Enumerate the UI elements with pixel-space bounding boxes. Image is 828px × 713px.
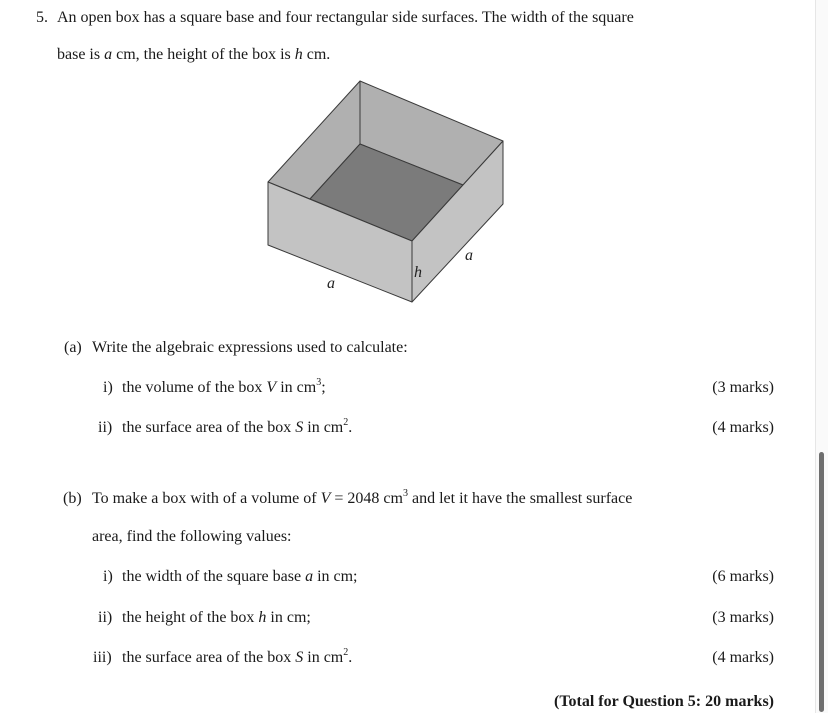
part-b-line1 <box>92 489 632 509</box>
part-b-item-iii-num: iii) <box>93 649 112 666</box>
intro-text-part: cm. <box>302 46 331 63</box>
item-text: the surface area of the box <box>122 649 296 666</box>
item-text: the height of the box <box>122 609 259 626</box>
exponent: 3 <box>402 488 408 499</box>
question-intro-line1: An open box has a square base and four rectangular side surfaces. The width of the square <box>57 9 634 26</box>
part-b-text: To make a box with of a volume of <box>92 490 321 507</box>
part-b-item-ii-marks: (3 marks) <box>712 609 774 626</box>
part-b-label: (b) <box>63 490 82 507</box>
item-text: in cm; <box>266 609 311 626</box>
part-a-label: (a) <box>64 339 82 356</box>
variable-S: S <box>295 649 304 666</box>
vertical-scrollbar[interactable] <box>815 0 828 713</box>
part-b-item-i-num: i) <box>103 568 113 585</box>
item-text: in cm <box>303 649 344 666</box>
intro-text-part: base is <box>57 46 105 63</box>
scrollbar-thumb[interactable] <box>819 452 824 712</box>
part-a-item-i-text <box>122 378 326 398</box>
item-text: . <box>348 419 353 436</box>
intro-text-part: cm, the height of the box is <box>112 46 295 63</box>
label-width-side: a <box>465 247 473 264</box>
variable-h: h <box>258 609 267 626</box>
open-box-diagram <box>250 70 520 310</box>
item-text: in cm <box>303 419 344 436</box>
part-a-item-ii-marks: (4 marks) <box>712 419 774 436</box>
part-a-item-ii-text <box>122 418 352 438</box>
part-b-item-iii-marks: (4 marks) <box>712 649 774 666</box>
item-text: ; <box>321 379 326 396</box>
question-intro-line2 <box>57 45 330 65</box>
label-height: h <box>414 264 422 281</box>
variable-h: h <box>294 46 303 63</box>
item-text: in cm <box>276 379 317 396</box>
item-text: the volume of the box <box>122 379 267 396</box>
item-text: the width of the square base <box>122 568 306 585</box>
part-b-text: = 2048 cm <box>330 490 403 507</box>
variable-V: V <box>320 490 331 507</box>
exponent: 2 <box>343 417 349 428</box>
exponent: 3 <box>316 377 322 388</box>
question-total: (Total for Question 5: 20 marks) <box>554 693 774 710</box>
part-b-text: and let it have the smallest surface <box>407 490 633 507</box>
variable-V: V <box>266 379 277 396</box>
variable-a: a <box>104 46 113 63</box>
variable-S: S <box>295 419 304 436</box>
question-number: 5. <box>36 9 48 26</box>
part-a-item-i-num: i) <box>103 379 113 396</box>
label-width-front: a <box>327 275 335 292</box>
part-b-item-i-marks: (6 marks) <box>712 568 774 585</box>
part-a-item-i-marks: (3 marks) <box>712 379 774 396</box>
part-a-item-ii-num: ii) <box>98 419 113 436</box>
part-b-item-iii-text <box>122 648 352 668</box>
part-a-text: Write the algebraic expressions used to calculate: <box>92 339 408 356</box>
item-text: in cm; <box>313 568 358 585</box>
variable-a: a <box>305 568 314 585</box>
exponent: 2 <box>343 647 349 658</box>
part-b-line2: area, find the following values: <box>92 528 292 545</box>
item-text: . <box>348 649 353 666</box>
part-b-item-ii-num: ii) <box>98 609 113 626</box>
part-b-item-i-text <box>122 567 358 587</box>
item-text: the surface area of the box <box>122 419 296 436</box>
part-b-item-ii-text <box>122 608 311 628</box>
